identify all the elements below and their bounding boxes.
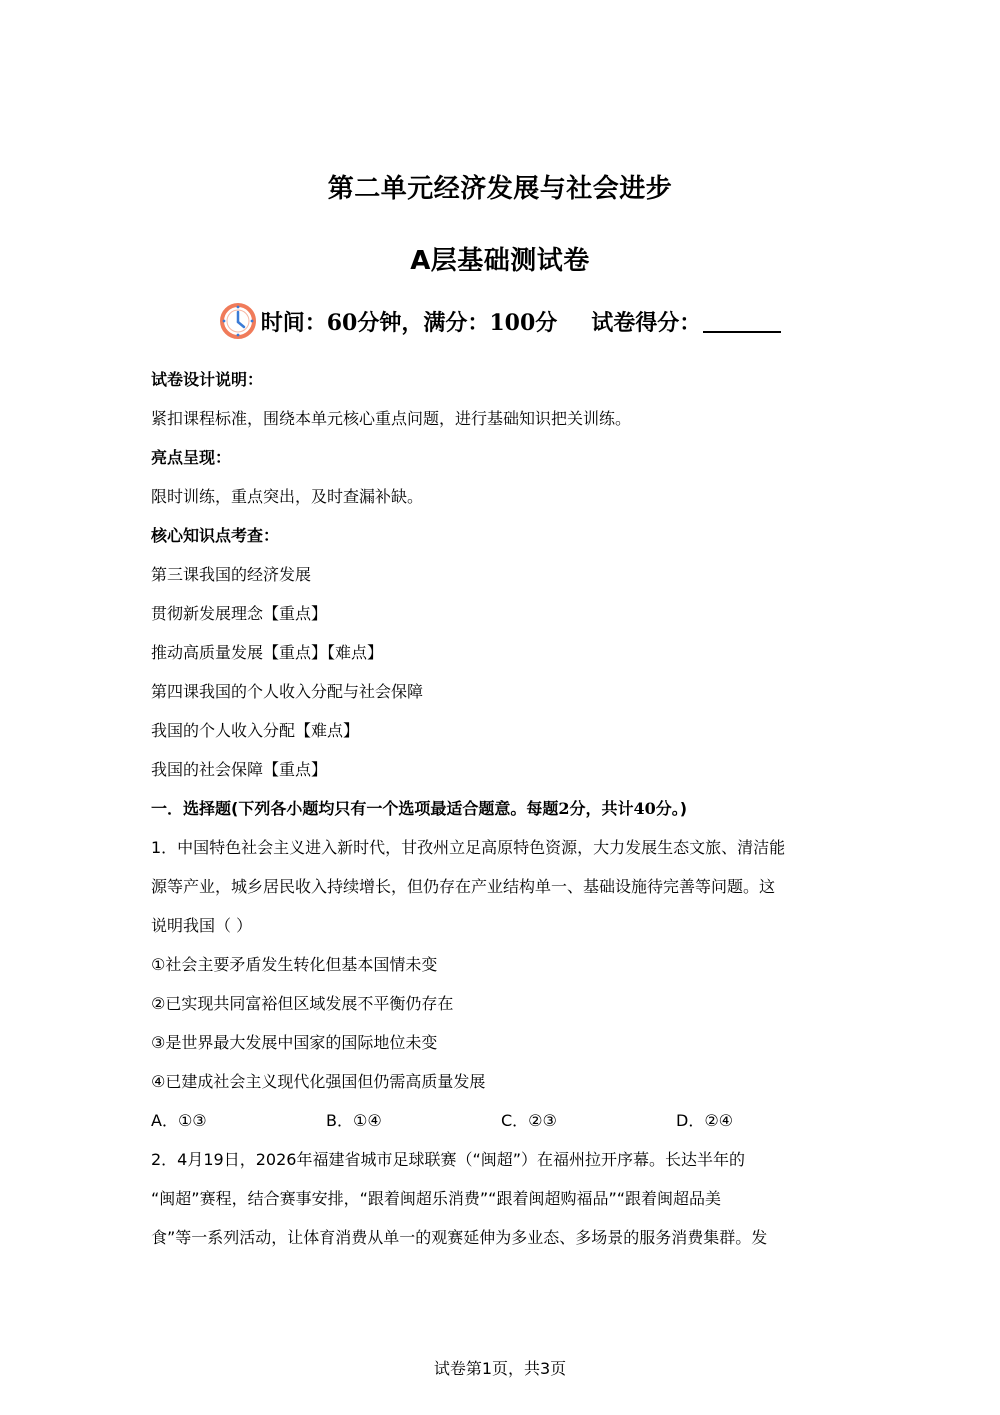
knowledge-item: 我国的社会保障【重点】 [151,760,328,779]
option-a: A．①③ [151,1111,207,1130]
document-body [151,360,851,1257]
design-text: 紧扣课程标准，围绕本单元核心重点问题，进行基础知识把关训练。 [151,409,632,428]
question-1-statement: ③是世界最大发展中国家的国际地位未变 [151,1033,438,1052]
question-2-line: 2．4月19日，2026年福建省城市足球联赛（“闽超”）在福州拉开序幕。长达半年的 [151,1150,746,1169]
section-heading-part: 分，共计 [569,799,634,818]
option-c: C．②③ [501,1111,557,1130]
knowledge-item: 第四课我国的个人收入分配与社会保障 [151,682,424,701]
highlights-label: 亮点呈现： [151,448,232,467]
question-1-statement: ④已建成社会主义现代化强国但仍需高质量发展 [151,1072,486,1091]
knowledge-label: 核心知识点考查： [151,526,280,545]
design-label: 试卷设计说明： [151,370,264,389]
option-d: D．②④ [676,1111,734,1130]
section-heading-part: 分。) [655,799,688,818]
question-1-statement: ①社会主要矛盾发生转化但基本国情未变 [151,955,438,974]
question-1-line: 说明我国（ ） [151,916,253,935]
page-title: 第二单元经济发展与社会进步 [327,174,673,204]
knowledge-item: 贯彻新发展理念【重点】 [151,604,328,623]
question-1-options [151,1101,851,1140]
option-b: B．①④ [326,1111,382,1130]
question-2-line: “闽超”赛程，结合赛事安排，“跟着闽超乐消费”“跟着闽超购福品”“跟着闽超品美 [151,1189,722,1208]
section-heading-total: 40 [633,799,656,818]
section-heading [151,789,851,828]
section-heading-points: 2 [558,799,570,818]
question-1-statement: ②已实现共同富裕但区域发展不平衡仍存在 [151,994,454,1013]
page-footer: 试卷第1页，共3页 [433,1359,567,1378]
knowledge-item: 我国的个人收入分配【难点】 [151,721,360,740]
question-1-line: 1．中国特色社会主义进入新时代，甘孜州立足高原特色资源，大力发展生态文旅、清洁能 [151,838,786,857]
clock-icon [219,302,257,340]
time-score-info: 时间：60分钟，满分：100分 [260,309,558,336]
question-1-line: 源等产业，城乡居民收入持续增长，但仍存在产业结构单一、基础设施待完善等问题。这 [151,877,776,896]
section-heading-part: 一．选择题(下列各小题均只有一个选项最适合题意。每题 [151,799,559,818]
knowledge-item: 第三课我国的经济发展 [151,565,312,584]
highlights-text: 限时训练，重点突出，及时查漏补缺。 [151,487,424,506]
score-label: 试卷得分： [591,309,702,336]
score-blank [703,309,781,333]
question-2-line: 食”等一系列活动，让体育消费从单一的观赛延伸为多业态、多场景的服务消费集群。发 [151,1228,768,1247]
knowledge-item: 推动高质量发展【重点】【难点】 [151,643,384,662]
page-subtitle: A层基础测试卷 [410,246,590,276]
exam-info [0,302,1000,340]
